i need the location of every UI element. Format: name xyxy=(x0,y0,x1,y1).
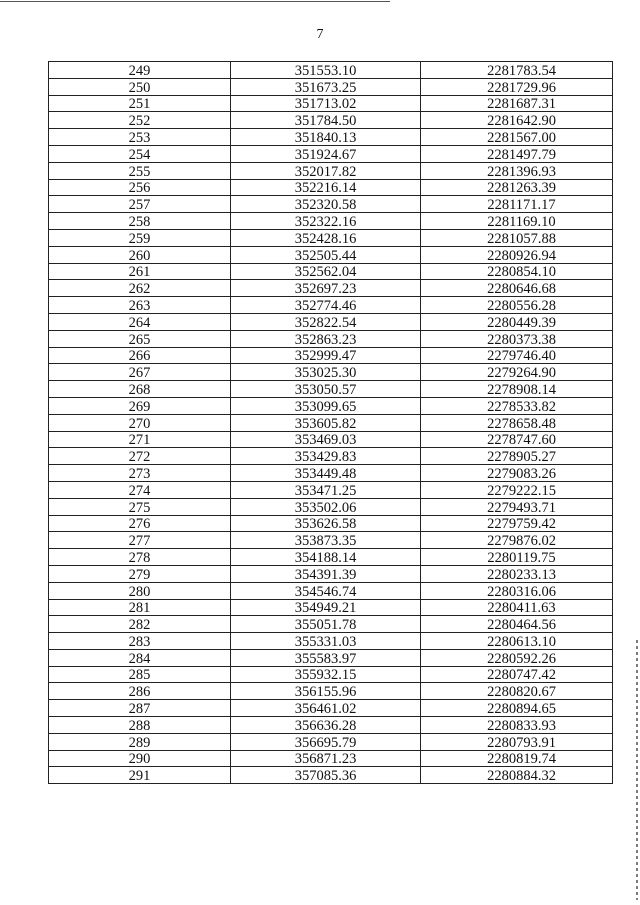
table-row xyxy=(49,717,613,734)
x-coordinate-cell: 352428.16 xyxy=(231,229,421,246)
point-number-cell: 280 xyxy=(49,582,231,599)
y-coordinate-cell: 2280894.65 xyxy=(421,700,613,717)
point-number-cell: 255 xyxy=(49,162,231,179)
point-number-cell: 264 xyxy=(49,313,231,330)
x-coordinate-cell: 353605.82 xyxy=(231,414,421,431)
x-coordinate-cell: 351553.10 xyxy=(231,62,421,79)
scan-edge-mark xyxy=(636,640,638,900)
y-coordinate-cell: 2281783.54 xyxy=(421,62,613,79)
point-number-cell: 261 xyxy=(49,263,231,280)
point-number-cell: 259 xyxy=(49,229,231,246)
x-coordinate-cell: 353449.48 xyxy=(231,465,421,482)
x-coordinate-cell: 353025.30 xyxy=(231,364,421,381)
point-number-cell: 270 xyxy=(49,414,231,431)
y-coordinate-cell: 2280854.10 xyxy=(421,263,613,280)
point-number-cell: 274 xyxy=(49,481,231,498)
table-row xyxy=(49,179,613,196)
table-row xyxy=(49,582,613,599)
y-coordinate-cell: 2281263.39 xyxy=(421,179,613,196)
table-row xyxy=(49,364,613,381)
point-number-cell: 267 xyxy=(49,364,231,381)
table-row xyxy=(49,498,613,515)
point-number-cell: 265 xyxy=(49,330,231,347)
table-row xyxy=(49,129,613,146)
table-row xyxy=(49,633,613,650)
point-number-cell: 263 xyxy=(49,297,231,314)
y-coordinate-cell: 2281057.88 xyxy=(421,229,613,246)
y-coordinate-cell: 2280373.38 xyxy=(421,330,613,347)
table-row xyxy=(49,213,613,230)
y-coordinate-cell: 2280233.13 xyxy=(421,565,613,582)
y-coordinate-cell: 2278747.60 xyxy=(421,431,613,448)
y-coordinate-cell: 2280592.26 xyxy=(421,649,613,666)
y-coordinate-cell: 2278533.82 xyxy=(421,397,613,414)
point-number-cell: 251 xyxy=(49,95,231,112)
point-number-cell: 282 xyxy=(49,616,231,633)
table-row xyxy=(49,280,613,297)
x-coordinate-cell: 356155.96 xyxy=(231,683,421,700)
x-coordinate-cell: 351784.50 xyxy=(231,112,421,129)
y-coordinate-cell: 2279264.90 xyxy=(421,364,613,381)
point-number-cell: 284 xyxy=(49,649,231,666)
x-coordinate-cell: 353873.35 xyxy=(231,532,421,549)
point-number-cell: 287 xyxy=(49,700,231,717)
table-row xyxy=(49,666,613,683)
table-row xyxy=(49,162,613,179)
x-coordinate-cell: 353471.25 xyxy=(231,481,421,498)
coordinates-table xyxy=(48,61,613,784)
y-coordinate-cell: 2280793.91 xyxy=(421,733,613,750)
point-number-cell: 281 xyxy=(49,599,231,616)
x-coordinate-cell: 352017.82 xyxy=(231,162,421,179)
point-number-cell: 252 xyxy=(49,112,231,129)
coordinates-table-body xyxy=(49,62,613,784)
point-number-cell: 253 xyxy=(49,129,231,146)
point-number-cell: 286 xyxy=(49,683,231,700)
table-row xyxy=(49,397,613,414)
table-row xyxy=(49,229,613,246)
y-coordinate-cell: 2281687.31 xyxy=(421,95,613,112)
x-coordinate-cell: 352505.44 xyxy=(231,246,421,263)
point-number-cell: 285 xyxy=(49,666,231,683)
table-row xyxy=(49,481,613,498)
x-coordinate-cell: 351673.25 xyxy=(231,78,421,95)
x-coordinate-cell: 351840.13 xyxy=(231,129,421,146)
table-row xyxy=(49,381,613,398)
table-row xyxy=(49,750,613,767)
table-row xyxy=(49,599,613,616)
table-row xyxy=(49,515,613,532)
x-coordinate-cell: 355932.15 xyxy=(231,666,421,683)
table-row xyxy=(49,330,613,347)
table-row xyxy=(49,431,613,448)
y-coordinate-cell: 2280316.06 xyxy=(421,582,613,599)
top-rule xyxy=(0,1,390,2)
point-number-cell: 268 xyxy=(49,381,231,398)
x-coordinate-cell: 356636.28 xyxy=(231,717,421,734)
x-coordinate-cell: 351713.02 xyxy=(231,95,421,112)
point-number-cell: 278 xyxy=(49,549,231,566)
y-coordinate-cell: 2280884.32 xyxy=(421,767,613,784)
x-coordinate-cell: 354546.74 xyxy=(231,582,421,599)
y-coordinate-cell: 2281171.17 xyxy=(421,196,613,213)
table-row xyxy=(49,465,613,482)
y-coordinate-cell: 2278908.14 xyxy=(421,381,613,398)
point-number-cell: 290 xyxy=(49,750,231,767)
page-number: 7 xyxy=(316,27,324,42)
table-row xyxy=(49,145,613,162)
y-coordinate-cell: 2279876.02 xyxy=(421,532,613,549)
y-coordinate-cell: 2281497.79 xyxy=(421,145,613,162)
x-coordinate-cell: 353099.65 xyxy=(231,397,421,414)
point-number-cell: 288 xyxy=(49,717,231,734)
point-number-cell: 269 xyxy=(49,397,231,414)
x-coordinate-cell: 353469.03 xyxy=(231,431,421,448)
table-row xyxy=(49,549,613,566)
y-coordinate-cell: 2280819.74 xyxy=(421,750,613,767)
x-coordinate-cell: 356695.79 xyxy=(231,733,421,750)
point-number-cell: 266 xyxy=(49,347,231,364)
x-coordinate-cell: 354188.14 xyxy=(231,549,421,566)
x-coordinate-cell: 352562.04 xyxy=(231,263,421,280)
y-coordinate-cell: 2280119.75 xyxy=(421,549,613,566)
y-coordinate-cell: 2280747.42 xyxy=(421,666,613,683)
point-number-cell: 256 xyxy=(49,179,231,196)
table-row xyxy=(49,263,613,280)
table-row xyxy=(49,62,613,79)
table-row xyxy=(49,313,613,330)
y-coordinate-cell: 2281567.00 xyxy=(421,129,613,146)
table-row xyxy=(49,448,613,465)
x-coordinate-cell: 352322.16 xyxy=(231,213,421,230)
table-row xyxy=(49,347,613,364)
point-number-cell: 258 xyxy=(49,213,231,230)
point-number-cell: 273 xyxy=(49,465,231,482)
x-coordinate-cell: 352863.23 xyxy=(231,330,421,347)
x-coordinate-cell: 354391.39 xyxy=(231,565,421,582)
table-row xyxy=(49,565,613,582)
y-coordinate-cell: 2279759.42 xyxy=(421,515,613,532)
y-coordinate-cell: 2280613.10 xyxy=(421,633,613,650)
point-number-cell: 260 xyxy=(49,246,231,263)
y-coordinate-cell: 2280449.39 xyxy=(421,313,613,330)
y-coordinate-cell: 2280411.63 xyxy=(421,599,613,616)
x-coordinate-cell: 353502.06 xyxy=(231,498,421,515)
table-row xyxy=(49,297,613,314)
point-number-cell: 249 xyxy=(49,62,231,79)
point-number-cell: 272 xyxy=(49,448,231,465)
x-coordinate-cell: 352999.47 xyxy=(231,347,421,364)
table-row xyxy=(49,616,613,633)
table-row xyxy=(49,532,613,549)
table-row xyxy=(49,733,613,750)
point-number-cell: 291 xyxy=(49,767,231,784)
y-coordinate-cell: 2281396.93 xyxy=(421,162,613,179)
point-number-cell: 271 xyxy=(49,431,231,448)
y-coordinate-cell: 2280464.56 xyxy=(421,616,613,633)
y-coordinate-cell: 2278905.27 xyxy=(421,448,613,465)
table-row xyxy=(49,414,613,431)
x-coordinate-cell: 356461.02 xyxy=(231,700,421,717)
y-coordinate-cell: 2279222.15 xyxy=(421,481,613,498)
y-coordinate-cell: 2278658.48 xyxy=(421,414,613,431)
point-number-cell: 277 xyxy=(49,532,231,549)
table-row xyxy=(49,112,613,129)
table-row xyxy=(49,95,613,112)
y-coordinate-cell: 2281729.96 xyxy=(421,78,613,95)
y-coordinate-cell: 2280926.94 xyxy=(421,246,613,263)
x-coordinate-cell: 355051.78 xyxy=(231,616,421,633)
x-coordinate-cell: 352697.23 xyxy=(231,280,421,297)
table-row xyxy=(49,649,613,666)
x-coordinate-cell: 351924.67 xyxy=(231,145,421,162)
table-row xyxy=(49,246,613,263)
point-number-cell: 279 xyxy=(49,565,231,582)
x-coordinate-cell: 352216.14 xyxy=(231,179,421,196)
table-row xyxy=(49,767,613,784)
point-number-cell: 257 xyxy=(49,196,231,213)
point-number-cell: 289 xyxy=(49,733,231,750)
point-number-cell: 254 xyxy=(49,145,231,162)
point-number-cell: 262 xyxy=(49,280,231,297)
x-coordinate-cell: 352774.46 xyxy=(231,297,421,314)
x-coordinate-cell: 355583.97 xyxy=(231,649,421,666)
x-coordinate-cell: 356871.23 xyxy=(231,750,421,767)
x-coordinate-cell: 355331.03 xyxy=(231,633,421,650)
y-coordinate-cell: 2280556.28 xyxy=(421,297,613,314)
point-number-cell: 276 xyxy=(49,515,231,532)
x-coordinate-cell: 353626.58 xyxy=(231,515,421,532)
y-coordinate-cell: 2280820.67 xyxy=(421,683,613,700)
table-row xyxy=(49,78,613,95)
x-coordinate-cell: 353429.83 xyxy=(231,448,421,465)
x-coordinate-cell: 352822.54 xyxy=(231,313,421,330)
y-coordinate-cell: 2280833.93 xyxy=(421,717,613,734)
x-coordinate-cell: 354949.21 xyxy=(231,599,421,616)
y-coordinate-cell: 2281642.90 xyxy=(421,112,613,129)
point-number-cell: 275 xyxy=(49,498,231,515)
table-row xyxy=(49,196,613,213)
y-coordinate-cell: 2279746.40 xyxy=(421,347,613,364)
point-number-cell: 283 xyxy=(49,633,231,650)
table-row xyxy=(49,683,613,700)
x-coordinate-cell: 357085.36 xyxy=(231,767,421,784)
table-row xyxy=(49,700,613,717)
y-coordinate-cell: 2279493.71 xyxy=(421,498,613,515)
y-coordinate-cell: 2279083.26 xyxy=(421,465,613,482)
y-coordinate-cell: 2280646.68 xyxy=(421,280,613,297)
x-coordinate-cell: 353050.57 xyxy=(231,381,421,398)
point-number-cell: 250 xyxy=(49,78,231,95)
y-coordinate-cell: 2281169.10 xyxy=(421,213,613,230)
x-coordinate-cell: 352320.58 xyxy=(231,196,421,213)
